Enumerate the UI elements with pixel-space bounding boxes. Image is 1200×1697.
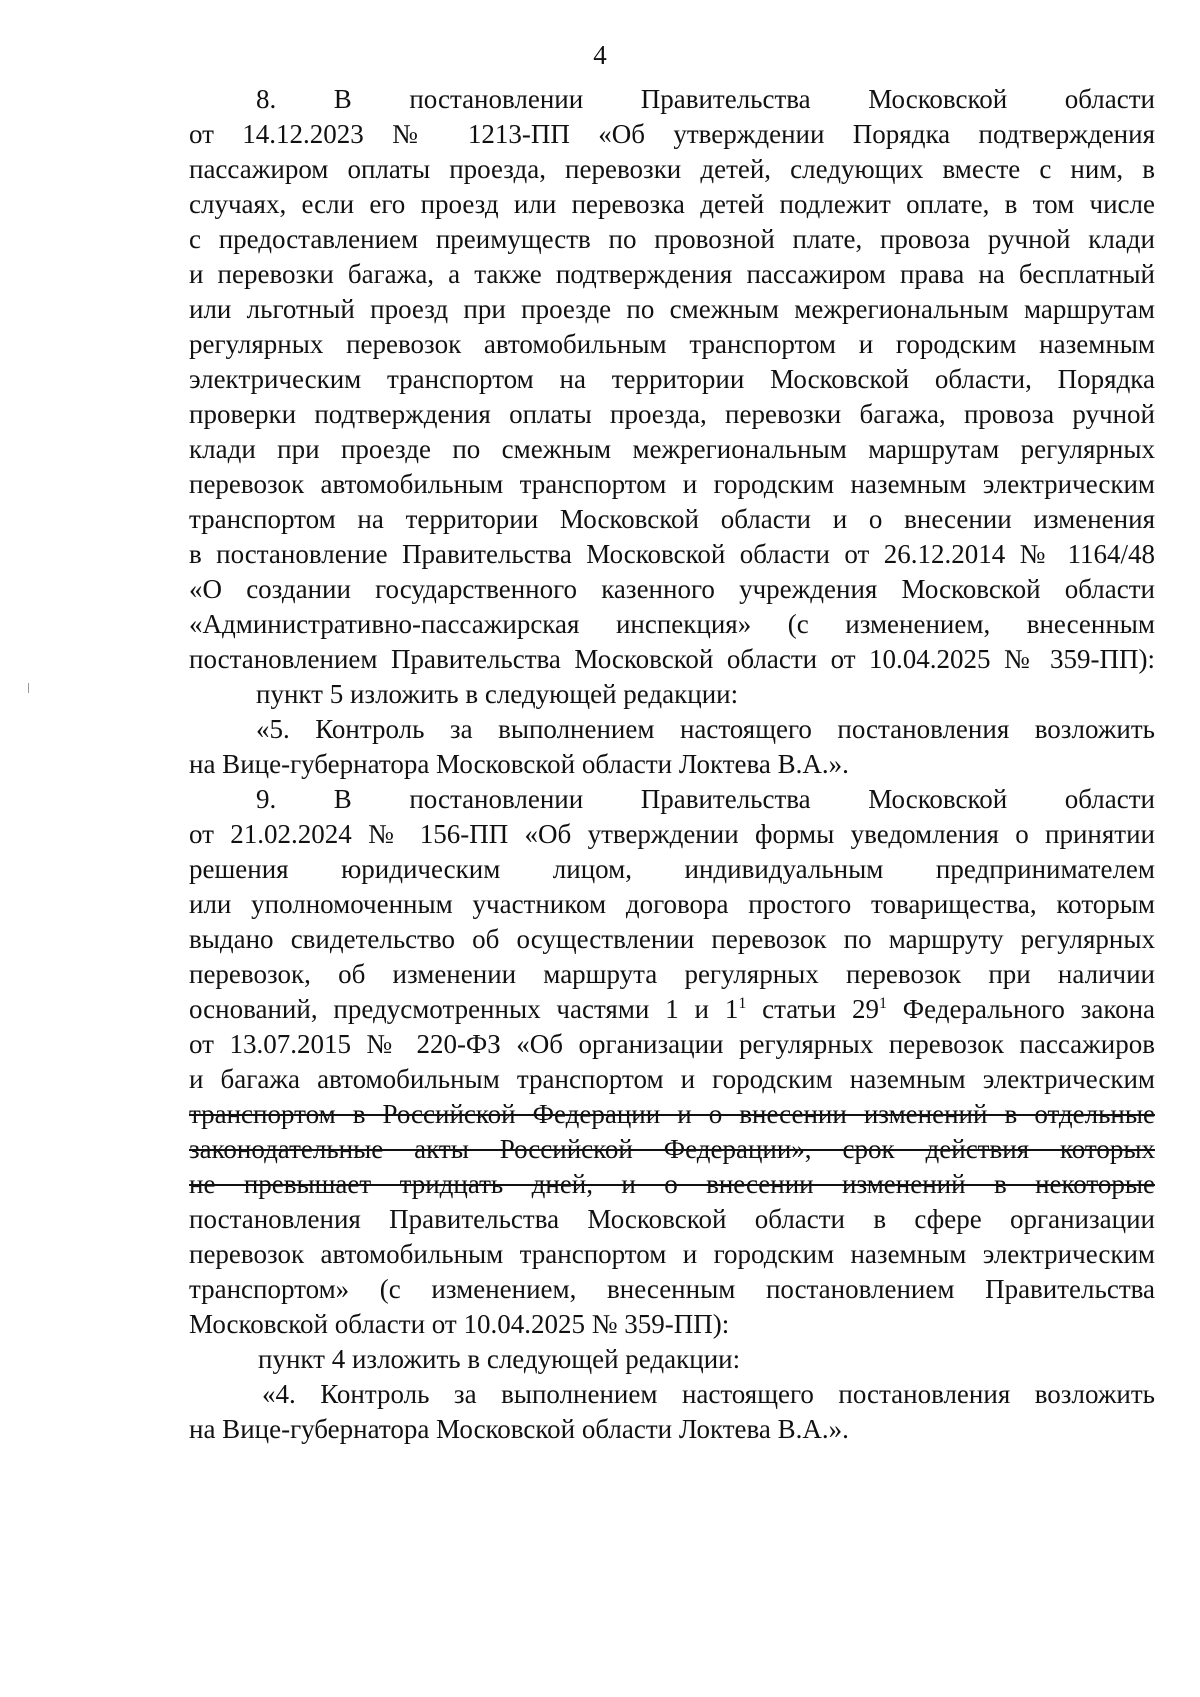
section-9-line: [189, 992, 1155, 1026]
section-8-line: или льготный проезд при проезде по смежным межрегиональным маршрутам: [189, 294, 1155, 324]
section-8-line: от 14.12.2023 № 1213-ПП «Об утверждении Порядка подтверждения: [189, 119, 1155, 149]
section-8-line: 8. В постановлении Правительства Московской области: [256, 84, 1155, 114]
section-8-line: проверки подтверждения оплаты проезда, перевозки багажа, провоза ручной: [189, 399, 1155, 429]
section-9-quote-line: «4. Контроль за выполнением настоящего постановления возложить: [262, 1379, 1155, 1409]
section-8-line: в постановление Правительства Московской области от 26.12.2014 № 1164/48: [189, 539, 1155, 569]
section-8-line: перевозок автомобильным транспортом и городским наземным электрическим: [189, 469, 1155, 499]
section-9-line: и багажа автомобильным транспортом и городским наземным электрическим: [189, 1064, 1155, 1094]
section-8-quote-line: на Вице-губернатора Московской области Локтева В.А.».: [189, 749, 849, 779]
section-8-line: с предоставлением преимуществ по провозной плате, провоза ручной клади: [189, 224, 1155, 254]
section-9-quote-line: на Вице-губернатора Московской области Локтева В.А.».: [189, 1414, 849, 1444]
section-9-line: транспортом в Российской Федерации и о внесении изменений в отдельные: [189, 1099, 1155, 1129]
section-8-line: случаях, если его проезд или перевозка детей подлежит оплате, в том числе: [189, 189, 1155, 219]
section-8-line: и перевозки багажа, а также подтверждения пассажиром права на бесплатный: [189, 259, 1155, 289]
section-8-line: пассажиром оплаты проезда, перевозки детей, следующих вместе с ним, в: [189, 154, 1155, 184]
section-8-line: «О создании государственного казенного учреждения Московской области: [189, 574, 1155, 604]
section-9-line7-part: оснований, предусмотренных частями 1 и 1: [189, 994, 739, 1024]
section-8-line: постановлением Правительства Московской области от 10.04.2025 № 359-ПП):: [189, 644, 1155, 674]
section-8-line: клади при проезде по смежным межрегиональным маршрутам регулярных: [189, 434, 1155, 464]
section-9-line: законодательные акты Российской Федерации», срок действия которых: [189, 1134, 1155, 1164]
section-9-line: перевозок, об изменении маршрута регулярных перевозок при наличии: [189, 959, 1155, 989]
superscript: 1: [878, 995, 887, 1012]
section-9-line: или уполномоченным участником договора простого товарищества, которым: [189, 889, 1155, 919]
page-number: 4: [593, 40, 607, 70]
section-9-line: Московской области от 10.04.2025 № 359-ПП):: [189, 1309, 730, 1339]
section-9-line: решения юридическим лицом, индивидуальным предпринимателем: [189, 854, 1155, 884]
section-9-line: 9. В постановлении Правительства Московской области: [256, 784, 1155, 814]
section-9-line: не превышает тридцать дней, и о внесении изменений в некоторые: [189, 1169, 1155, 1199]
section-9-line: перевозок автомобильным транспортом и городским наземным электрическим: [189, 1239, 1155, 1269]
section-9-line: от 13.07.2015 № 220-ФЗ «Об организации регулярных перевозок пассажиров: [189, 1029, 1155, 1059]
section-9-line7-part: статьи 29: [746, 994, 879, 1024]
section-9-line: от 21.02.2024 № 156-ПП «Об утверждении формы уведомления о принятии: [189, 819, 1155, 849]
section-8-line: регулярных перевозок автомобильным транспортом и городским наземным: [189, 329, 1155, 359]
section-9-instruction: пункт 4 изложить в следующей редакции:: [258, 1344, 741, 1374]
section-9-line: выдано свидетельство об осуществлении перевозок по маршруту регулярных: [189, 924, 1155, 954]
section-8-quote-line: «5. Контроль за выполнением настоящего постановления возложить: [256, 714, 1155, 744]
superscript: 1: [738, 995, 747, 1012]
section-8-line: «Административно-пассажирская инспекция» (с изменением, внесенным: [189, 609, 1155, 639]
section-9-line: постановления Правительства Московской области в сфере организации: [189, 1204, 1155, 1234]
section-9-line7-part: Федерального закона: [886, 994, 1155, 1024]
section-8-line: электрическим транспортом на территории Московской области, Порядка: [189, 364, 1155, 394]
section-8-instruction: пункт 5 изложить в следующей редакции:: [256, 679, 739, 709]
section-9-line: транспортом» (с изменением, внесенным постановлением Правительства: [189, 1274, 1155, 1304]
section-8-line: транспортом на территории Московской области и о внесении изменения: [189, 504, 1155, 534]
scan-mark: [28, 683, 29, 693]
